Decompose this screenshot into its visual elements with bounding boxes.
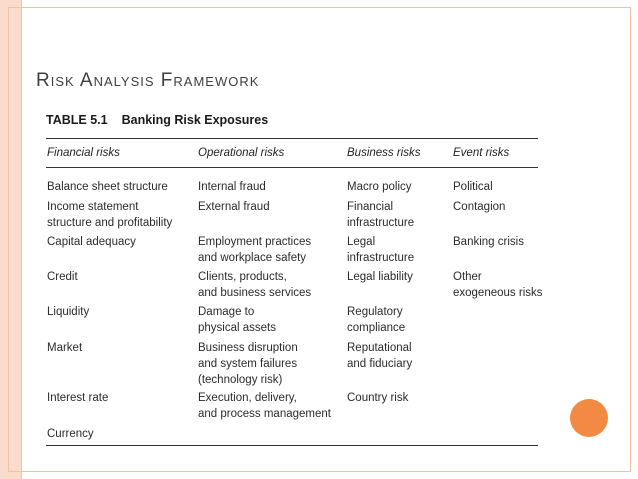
cell-financial-balance-sheet: Balance sheet structure xyxy=(47,181,168,193)
cell-financial-income-statement: Income statement structure and profitability xyxy=(47,201,173,229)
cell-event-banking-crisis: Banking crisis xyxy=(453,236,524,248)
table-title: Banking Risk Exposures xyxy=(121,113,269,127)
cell-operational-external-fraud: External fraud xyxy=(198,201,270,213)
header-event-risks: Event risks xyxy=(453,147,510,159)
cell-financial-market: Market xyxy=(47,342,83,354)
table-header-rule xyxy=(46,167,538,168)
cell-financial-interest-rate: Interest rate xyxy=(47,392,109,404)
cell-event-other-exogeneous: Other exogeneous risks xyxy=(453,271,543,299)
cell-operational-business-disruption: Business disruption and system failures (technology risk) xyxy=(198,342,298,386)
cell-operational-internal-fraud: Internal fraud xyxy=(198,181,266,193)
cell-business-macro-policy: Macro policy xyxy=(347,181,412,193)
cell-financial-capital-adequacy: Capital adequacy xyxy=(47,236,136,248)
orange-circle-decoration xyxy=(570,399,608,437)
header-business-risks: Business risks xyxy=(347,147,421,159)
table-top-rule xyxy=(46,138,538,139)
cell-event-contagion: Contagion xyxy=(453,201,506,213)
cell-business-regulatory-compliance: Regulatory compliance xyxy=(347,306,406,334)
cell-business-financial-infrastructure: Financial infrastructure xyxy=(347,201,415,229)
header-operational-risks: Operational risks xyxy=(198,147,285,159)
cell-operational-damage-assets: Damage to physical assets xyxy=(198,306,276,334)
table-number: TABLE 5.1 xyxy=(46,113,108,127)
cell-operational-employment-practices: Employment practices and workplace safety xyxy=(198,236,312,264)
cell-operational-execution-delivery: Execution, delivery, and process management xyxy=(198,392,331,420)
cell-business-country-risk: Country risk xyxy=(347,392,409,404)
cell-financial-credit: Credit xyxy=(47,271,78,283)
table-bottom-rule xyxy=(46,445,538,446)
header-financial-risks: Financial risks xyxy=(47,147,120,159)
cell-operational-clients-products: Clients, products, and business services xyxy=(198,271,312,299)
cell-financial-currency: Currency xyxy=(47,428,94,440)
table-caption xyxy=(46,113,268,127)
slide-title: Risk Analysis Framework xyxy=(36,70,260,91)
cell-business-reputational: Reputational and fiduciary xyxy=(347,342,413,370)
cell-business-legal-liability: Legal liability xyxy=(347,271,413,283)
cell-financial-liquidity: Liquidity xyxy=(47,306,90,318)
cell-business-legal-infrastructure: Legal infrastructure xyxy=(347,236,415,264)
cell-event-political: Political xyxy=(453,181,493,193)
